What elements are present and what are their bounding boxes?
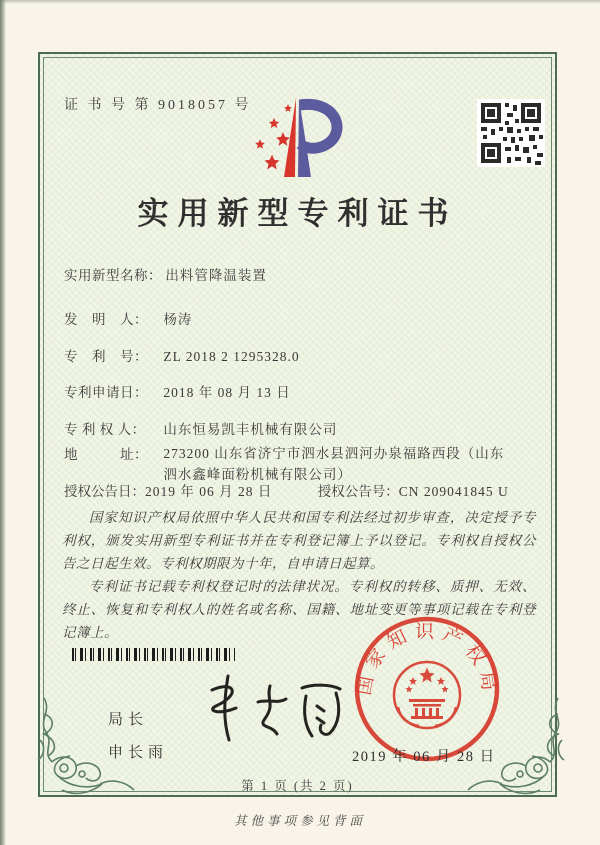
field-value: 山东恒易凯丰机械有限公司 xyxy=(163,422,338,437)
legal-paragraph-2: 专利证书记载专利权登记时的法律状况。专利权的转移、质押、无效、终止、恢复和专利权人的姓名或名称、国籍、地址变更等事项记载在专利登记簿上。 xyxy=(62,579,536,640)
field-label: 专 利 号： xyxy=(64,349,148,364)
field-label: 地 址： xyxy=(64,447,148,462)
field-value: 出料管降温装置 xyxy=(165,268,267,283)
field-grant-announcement xyxy=(64,480,509,500)
field-inventor xyxy=(64,308,192,328)
field-patentee xyxy=(64,418,337,438)
page-number: 第 1 页 (共 2 页) xyxy=(241,779,354,793)
commissioner-title: 局长 xyxy=(108,712,149,728)
svg-text:国家知识产权局 xyxy=(353,621,500,699)
back-side-note: 其他事项参见背面 xyxy=(233,814,366,828)
grant-date-value: 2019 年 06 月 28 日 xyxy=(145,484,273,499)
barcode xyxy=(72,648,235,661)
grant-number-label: 授权公告号： xyxy=(317,484,399,499)
field-patent-number xyxy=(64,345,300,365)
field-label: 发 明 人： xyxy=(64,312,148,327)
seal-date: 2019 年 06 月 28 日 xyxy=(352,749,496,765)
patent-office-logo-icon xyxy=(236,84,362,195)
scan-edge-shadow-top xyxy=(0,0,600,4)
grant-number-value: CN 209041845 U xyxy=(398,484,509,499)
qr-code xyxy=(477,99,545,167)
field-address xyxy=(64,443,515,485)
field-value: 2018 年 08 月 13 日 xyxy=(163,385,291,400)
field-label: 实用新型名称： xyxy=(64,268,162,283)
scan-edge-shadow xyxy=(0,0,6,845)
field-value: ZL 2018 2 1295328.0 xyxy=(163,349,300,364)
field-label: 专利申请日： xyxy=(64,385,148,400)
grant-date-label: 授权公告日： xyxy=(64,484,145,499)
field-value: 杨涛 xyxy=(163,312,193,327)
field-filing-date xyxy=(64,381,291,401)
commissioner-signature xyxy=(198,662,363,757)
field-utility-model-name xyxy=(64,264,267,284)
certificate-number: 证 书 号 第 9018057 号 xyxy=(64,98,252,113)
field-label: 专 利 权 人： xyxy=(64,422,146,437)
certificate-title: 实用新型专利证书 xyxy=(137,196,458,231)
seal-text: 国家知识产权局 xyxy=(353,621,501,699)
legal-paragraph-1: 国家知识产权局依照中华人民共和国专利法经过初步审查，决定授予专利权，颁发实用新型专利证书并在专利登记簿上予以登记。专利权自授权公告之日起生效。专利权期限为十年，自申请日起算。 xyxy=(62,510,536,571)
field-value: 273200 山东省济宁市泗水县泗河办泉福路西段（山东泗水鑫峰面粉机械有限公司） xyxy=(163,446,505,482)
commissioner-name: 申长雨 xyxy=(108,745,169,761)
